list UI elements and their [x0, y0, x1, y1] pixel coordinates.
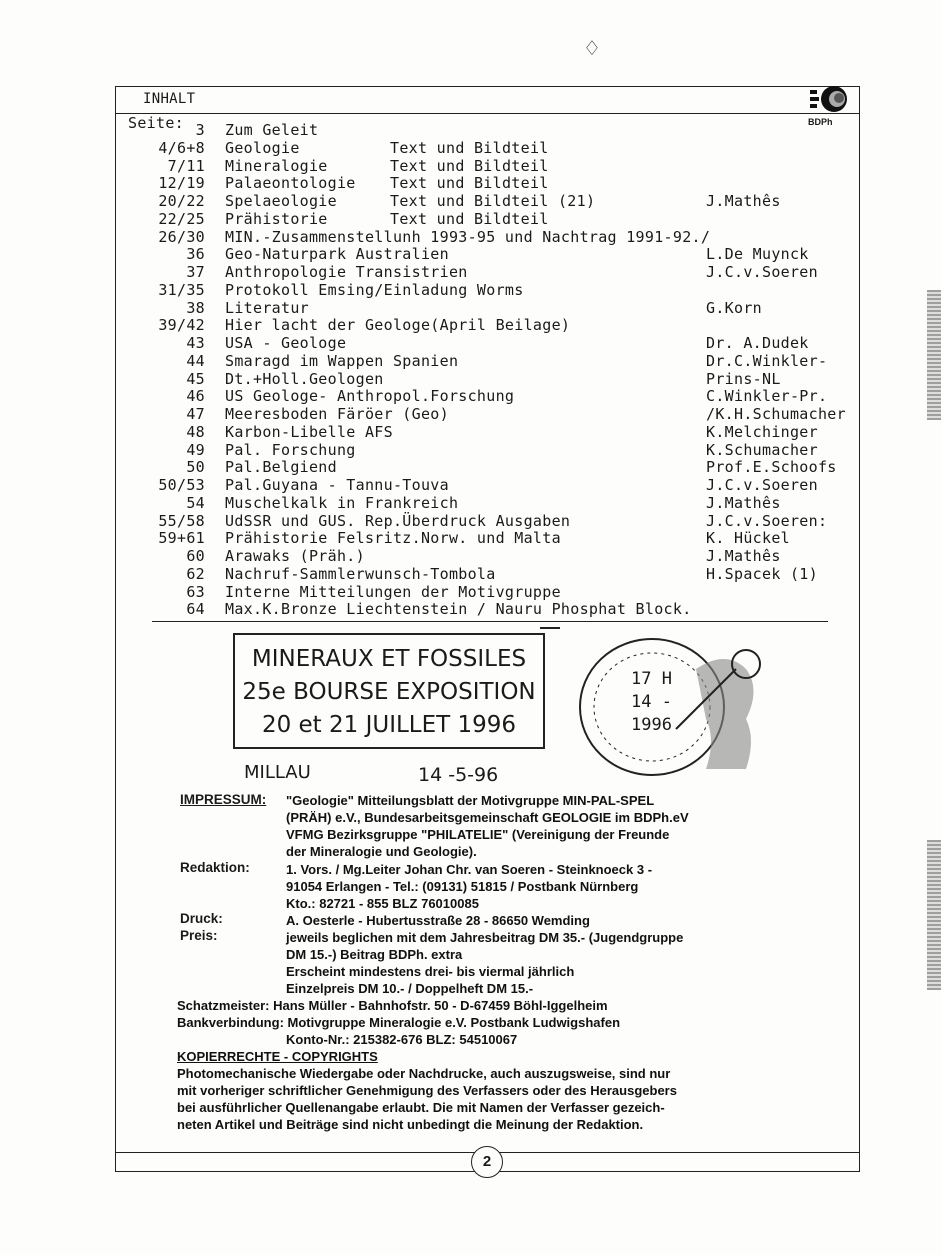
toc-type: Text und Bildteil [390, 156, 549, 175]
toc-title: Meeresboden Färöer (Geo) [225, 405, 449, 423]
toc-page: 63 [186, 582, 205, 601]
toc-page: 4/6+8 [158, 138, 205, 157]
preis-line-1: jeweils beglichen mit dem Jahresbeitrag DM 35.- (Jugendgruppe [286, 930, 684, 945]
toc-page: 12/19 [158, 174, 205, 193]
toc-page: 38 [186, 298, 205, 317]
toc-type: Text und Bildteil [390, 209, 549, 228]
toc-type: Text und Bildteil [390, 174, 549, 193]
toc-author: /K.H.Schumacher [706, 405, 846, 423]
toc-row [115, 263, 875, 281]
toc-type: Text und Bildteil [390, 138, 549, 157]
toc-title: USA - Geologe [225, 334, 347, 352]
scan-edge-2 [927, 840, 941, 990]
toc-page: 55/58 [158, 511, 205, 530]
druck-value: A. Oesterle - Hubertusstraße 28 - 86650 Wemding [286, 913, 590, 928]
toc-author: H.Spacek (1) [706, 564, 818, 583]
copyright-line-3: bei ausführlicher Quellenangabe erlaubt. Die mit Namen der Verfasser gezeich- [177, 1100, 665, 1115]
toc-row [115, 210, 875, 228]
toc-author: J.Mathês [706, 493, 781, 512]
impressum-line-3: VFMG Bezirksgruppe "PHILATELIE" (Vereinigung der Freunde [286, 827, 670, 842]
toc-page: 37 [186, 263, 205, 281]
redaktion-label: Redaktion: [180, 860, 250, 875]
impressum-label: IMPRESSUM: [180, 792, 267, 807]
toc-title: Literatur [225, 298, 309, 317]
stamp-line-2: 25e BOURSE EXPOSITION [242, 679, 536, 705]
toc-title: Palaeontologie [225, 174, 356, 193]
impressum-line-1: "Geologie" Mitteilungsblatt der Motivgruppe MIN-PAL-SPEL [286, 793, 655, 808]
toc-page: 43 [186, 334, 205, 352]
toc-page: 50/53 [158, 476, 205, 494]
toc-title: Geo-Naturpark Australien [225, 245, 449, 264]
seite-label: Seite: [128, 114, 184, 132]
toc-title: Arawaks (Präh.) [225, 547, 365, 565]
toc-title: US Geologe- Anthropol.Forschung [225, 387, 515, 406]
toc-row [115, 157, 875, 175]
preis-line-4: Einzelpreis DM 10.- / Doppelheft DM 15.- [286, 981, 534, 996]
toc-title: Prähistorie [225, 209, 328, 228]
toc-row [115, 281, 875, 299]
redaktion-line-2: 91054 Erlangen - Tel.: (09131) 51815 / Postbank Nürnberg [286, 879, 639, 894]
toc-row [115, 405, 875, 423]
toc-author: J.Mathês [706, 192, 781, 210]
toc-row [115, 547, 875, 565]
toc-author: L.De Muynck [706, 245, 809, 264]
toc-row [115, 121, 875, 139]
toc-title: Protokoll Emsing/Einladung Worms [225, 280, 524, 299]
stamp-line-1: MINERAUX ET FOSSILES [251, 646, 527, 672]
toc-title: Hier lacht der Geologe(April Beilage) [225, 316, 571, 335]
schatzmeister: Schatzmeister: Hans Müller - Bahnhofstr. 50 - D-67459 Böhl-Iggelheim [177, 998, 608, 1013]
toc-title: Pal. Forschung [225, 440, 356, 459]
postmark-line-2: 14 - [631, 692, 672, 712]
postmark-line-3: 1996 [631, 715, 672, 735]
toc-row [115, 352, 875, 370]
toc-title: Mineralogie [225, 156, 328, 175]
toc-row [115, 299, 875, 317]
page-number-value: 2 [482, 1153, 492, 1170]
toc-page: 49 [186, 440, 205, 459]
toc-row [115, 174, 875, 192]
impressum-line-4: der Mineralogie und Geologie). [286, 844, 477, 859]
toc-title: Zum Geleit [225, 121, 319, 139]
toc-title: Interne Mitteilungen der Motivgruppe [225, 582, 561, 601]
toc-title: Nachruf-Sammlerwunsch-Tombola [225, 564, 496, 583]
toc-author: J.C.v.Soeren: [706, 511, 828, 530]
toc-author: Dr.C.Winkler- [706, 351, 828, 370]
page-number [471, 1146, 503, 1178]
copyright-line-2: mit vorheriger schriftlicher Genehmigung des Verfassers oder des Herausgebers [177, 1083, 677, 1098]
stamp-date: 14 -5-96 [418, 764, 499, 786]
toc-row [115, 228, 875, 246]
page-title: INHALT [143, 91, 196, 107]
toc-page: 50 [186, 458, 205, 477]
postmark-line-1: 17 H [631, 669, 672, 689]
toc-title: Anthropologie Transistrien [225, 263, 468, 281]
toc-page: 48 [186, 422, 205, 441]
toc-page: 26/30 [158, 227, 205, 246]
toc-page: 47 [186, 405, 205, 423]
toc-title: Spelaeologie [225, 192, 337, 210]
toc-page: 7/11 [167, 156, 205, 175]
toc-title: Max.K.Bronze Liechtenstein / Nauru Phosphat Block. [225, 600, 692, 619]
toc-page: 59+61 [158, 529, 205, 548]
toc-divider [152, 621, 828, 622]
toc-row [115, 565, 875, 583]
druck-label: Druck: [180, 911, 223, 926]
toc-page: 20/22 [158, 192, 205, 210]
toc-row [115, 387, 875, 405]
redaktion-line-3: Kto.: 82721 - 855 BLZ 76010085 [286, 896, 479, 911]
copyright-line-4: neten Artikel und Beiträge sind nicht unbedingt die Meinung der Redaktion. [177, 1117, 644, 1132]
bankverbindung: Bankverbindung: Motivgruppe Mineralogie e.V. Postbank Ludwigshafen [177, 1015, 621, 1030]
toc-title: UdSSR und GUS. Rep.Überdruck Ausgaben [225, 511, 571, 530]
toc-author: G.Korn [706, 298, 762, 317]
stamp-line-3: 20 et 21 JUILLET 1996 [261, 712, 517, 738]
toc-author: Prof.E.Schoofs [706, 458, 837, 477]
toc-row [115, 583, 875, 601]
toc-author: K.Melchinger [706, 422, 818, 441]
toc-author: Dr. A.Dudek [706, 334, 809, 352]
table-of-contents [115, 121, 860, 619]
toc-page: 60 [186, 547, 205, 565]
toc-title: Pal.Guyana - Tannu-Touva [225, 476, 449, 494]
toc-page: 46 [186, 387, 205, 406]
toc-title: MIN.-Zusammenstellunh 1993-95 und Nachtrag 1991-92./ [225, 227, 711, 246]
toc-author: Prins-NL [706, 369, 781, 388]
toc-title: Pal.Belgiend [225, 458, 337, 477]
preis-line-3: Erscheint mindestens drei- bis viermal jährlich [286, 964, 575, 979]
toc-author: J.Mathês [706, 547, 781, 565]
toc-title: Muschelkalk in Frankreich [225, 493, 459, 512]
toc-page: 64 [186, 600, 205, 619]
toc-author: J.C.v.Soeren [706, 476, 818, 494]
toc-type: Text und Bildteil (21) [390, 192, 596, 210]
toc-page: 45 [186, 369, 205, 388]
postmark-icon [576, 629, 776, 779]
toc-row [115, 423, 875, 441]
top-mark: ♢ [583, 36, 601, 60]
toc-row [115, 494, 875, 512]
toc-page: 62 [186, 564, 205, 583]
toc-title: Dt.+Holl.Geologen [225, 369, 384, 388]
toc-row [115, 334, 875, 352]
toc-title: Smaragd im Wappen Spanien [225, 351, 459, 370]
toc-title: Prähistorie Felsritz.Norw. und Malta [225, 529, 561, 548]
toc-row [115, 600, 875, 618]
toc-row [115, 441, 875, 459]
copyright-line-1: Photomechanische Wiedergabe oder Nachdrucke, auch auszugsweise, sind nur [177, 1066, 671, 1081]
toc-row [115, 512, 875, 530]
logo-text: BDPh [808, 117, 833, 127]
toc-page: 54 [186, 493, 205, 512]
toc-row [115, 316, 875, 334]
preis-label: Preis: [180, 928, 218, 943]
toc-title: Geologie [225, 138, 300, 157]
toc-row [115, 529, 875, 547]
toc-page: 39/42 [158, 316, 205, 335]
redaktion-line-1: 1. Vors. / Mg.Leiter Johan Chr. van Soeren - Steinknoeck 3 - [286, 862, 653, 877]
konto: Konto-Nr.: 215382-676 BLZ: 54510067 [286, 1032, 518, 1047]
toc-row [115, 245, 875, 263]
toc-author: C.Winkler-Pr. [706, 387, 828, 406]
toc-row [115, 458, 875, 476]
toc-page: 22/25 [158, 209, 205, 228]
toc-author: K.Schumacher [706, 440, 818, 459]
toc-row [115, 139, 875, 157]
toc-page: 3 [195, 121, 205, 139]
toc-title: Karbon-Libelle AFS [225, 422, 393, 441]
impressum-line-2: (PRÄH) e.V., Bundesarbeitsgemeinschaft GEOLOGIE im BDPh.eV [286, 810, 689, 825]
exhibition-stamp [233, 633, 545, 749]
toc-row [115, 192, 875, 210]
header-divider [115, 113, 860, 114]
toc-row [115, 370, 875, 388]
toc-page: 44 [186, 351, 205, 370]
copyright-heading: KOPIERRECHTE - COPYRIGHTS [177, 1049, 378, 1064]
toc-page: 36 [186, 245, 205, 264]
toc-row [115, 476, 875, 494]
toc-author: J.C.v.Soeren [706, 263, 818, 281]
stamp-corner-mark [540, 627, 560, 629]
toc-author: K. Hückel [706, 529, 790, 548]
toc-page: 31/35 [158, 280, 205, 299]
stamp-city: MILLAU [244, 762, 311, 783]
scan-edge-1 [927, 290, 941, 420]
postmark [576, 629, 776, 779]
preis-line-2: DM 15.-) Beitrag BDPh. extra [286, 947, 463, 962]
